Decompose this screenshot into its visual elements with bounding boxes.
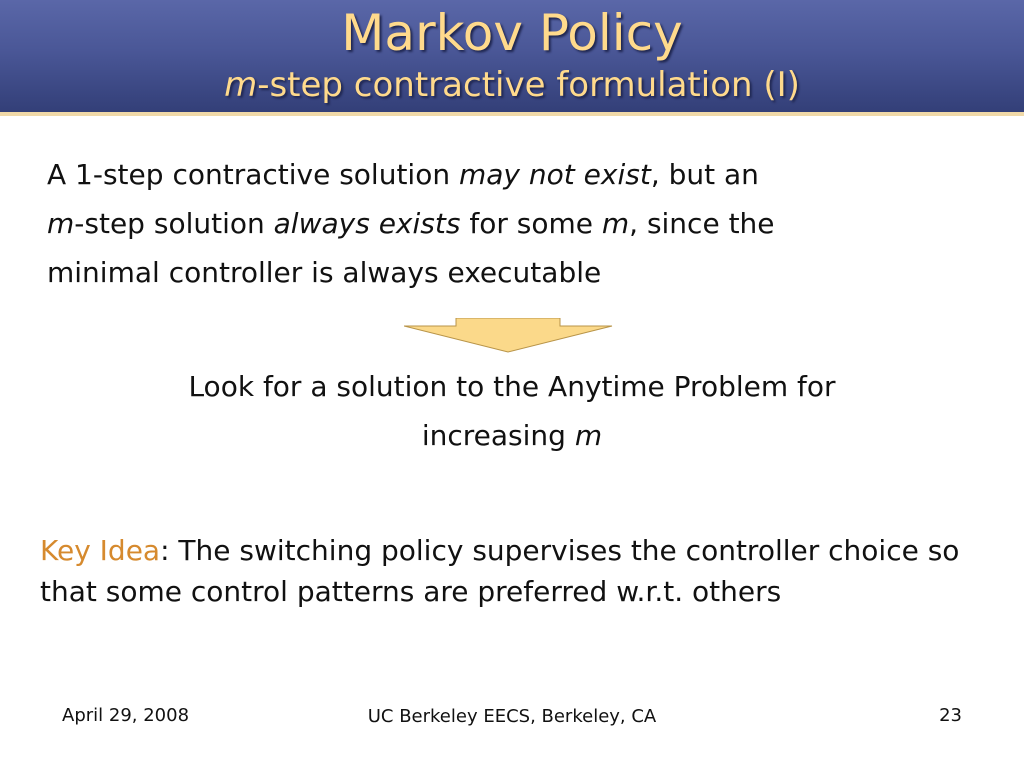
intro-line-2-text-a: -step solution <box>74 207 274 240</box>
look-line-2 <box>0 411 1024 460</box>
footer-date: April 29, 2008 <box>62 705 190 726</box>
intro-line-2-variable-2: m <box>601 207 630 240</box>
footer-affiliation: UC Berkeley EECS, Berkeley, CA <box>367 706 657 727</box>
intro-line-2-emphasis: always exists <box>273 207 461 240</box>
subtitle-variable: m <box>224 65 258 105</box>
intro-paragraph <box>47 150 947 297</box>
key-idea-label: Key Idea <box>40 534 161 567</box>
intro-line-3: minimal controller is always executable <box>47 256 602 289</box>
subtitle-text: -step contractive formulation (I) <box>257 65 800 105</box>
look-statement <box>0 362 1024 460</box>
slide-subtitle <box>0 64 1024 106</box>
intro-line-1 <box>47 150 947 199</box>
look-line-2-text: increasing <box>421 419 575 452</box>
slide-title: Markov Policy <box>341 4 683 62</box>
intro-line-2-variable: m <box>47 207 75 240</box>
intro-line-2-text-b: for some <box>460 207 602 240</box>
key-idea-paragraph <box>40 530 990 612</box>
down-arrow-icon <box>404 318 614 354</box>
slide-header <box>0 0 1024 116</box>
look-line-1: Look for a solution to the Anytime Problem for <box>188 370 836 403</box>
intro-line-1-text-a: A 1-step contractive solution <box>47 158 459 191</box>
intro-line-2-text-c: , since the <box>629 207 775 240</box>
intro-line-1-emphasis: may not exist <box>459 158 651 191</box>
intro-line-2 <box>47 199 947 248</box>
slide-number: 23 <box>939 705 962 726</box>
look-line-2-variable: m <box>574 419 603 452</box>
key-idea-text: : The switching policy supervises the controller choice so that some control patterns are preferred w.r.t. others <box>40 534 960 608</box>
intro-line-1-text-b: , but an <box>650 158 759 191</box>
